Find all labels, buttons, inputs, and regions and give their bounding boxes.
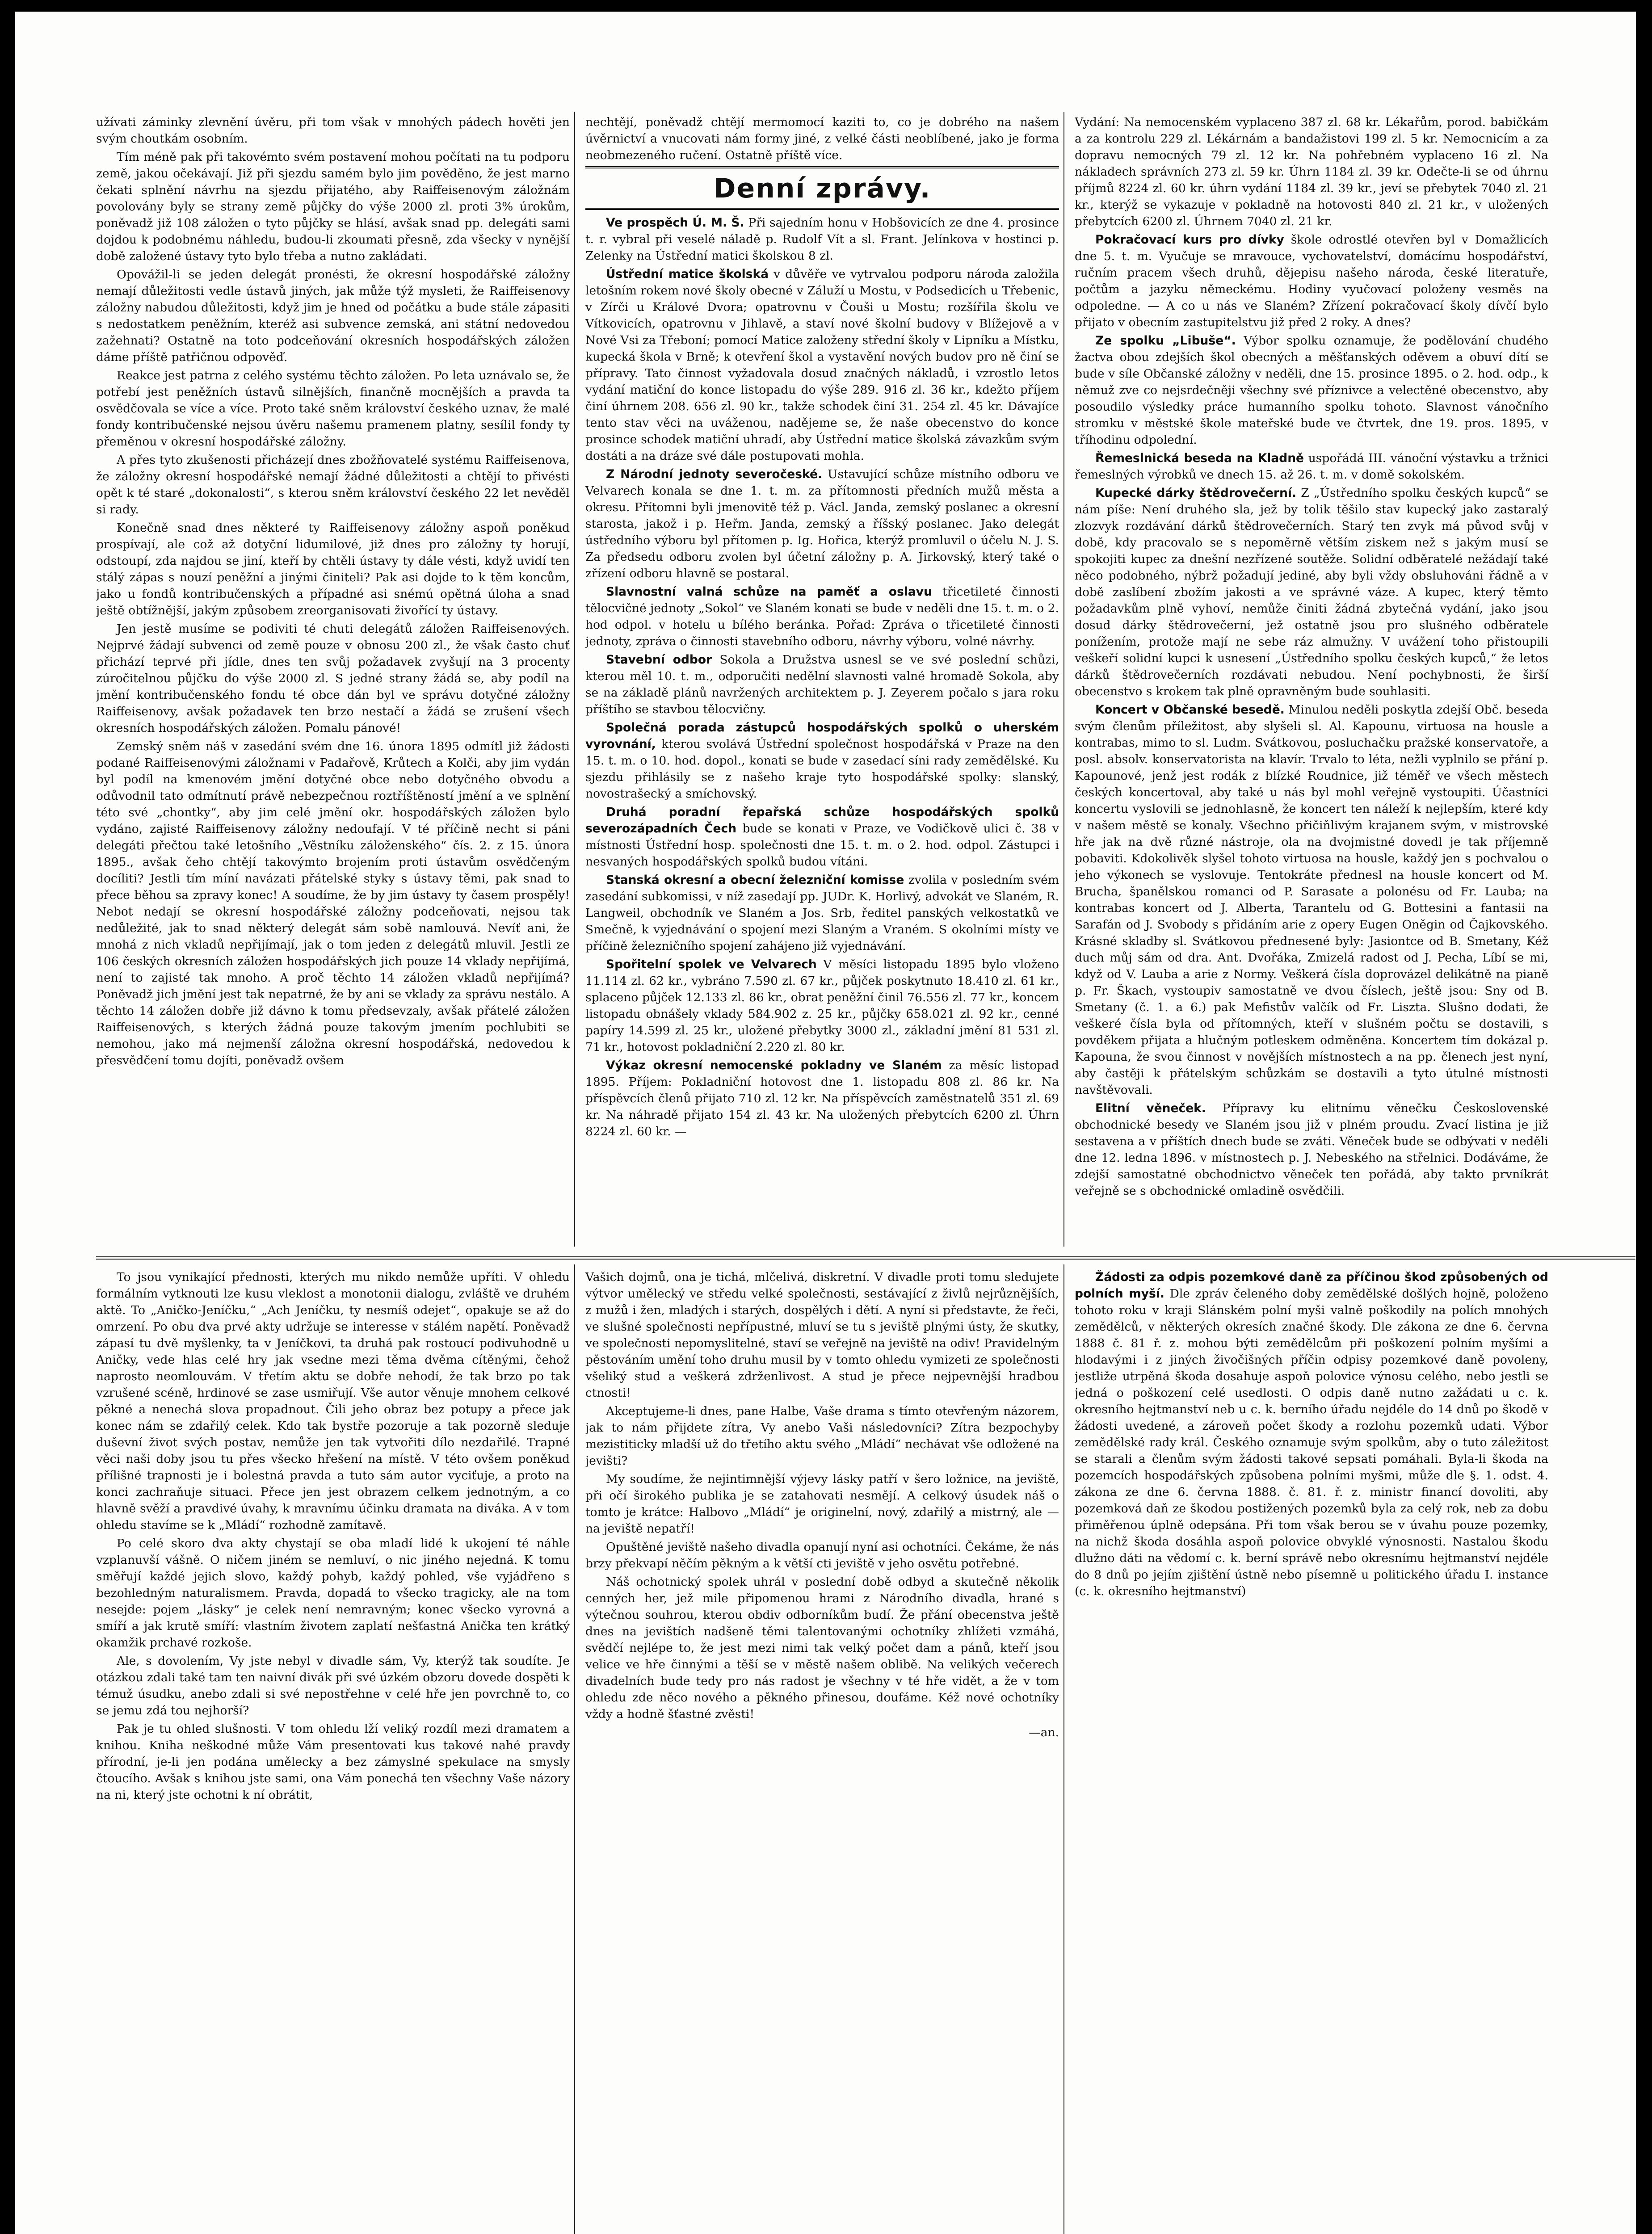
article-paragraph: A přes tyto zkušenosti přicházejí dnes zbožňovatelé systému Raiffeisenova, že záložny okresní hospodářské nemají žádné důležitosti a chtějí to přivésti opět k té staré „dokonalosti“, s kterou sněm království českého 22 let nevěděl si rady. — [96, 453, 570, 517]
news-item-text: Přípravy ku elitnímu věnečku Československé obchodnické besedy ve Slaném jsou již v plném proudu. Zvací listina je již sestavena a v příštích dnech bude se zváti. Věneček bude se odbývati v neděli dne 12. ledna 1896. v místnostech p. J. Nebeského na střelnici. Dodáváme, že zdejší samostatné obchodnictvo věneček ten pořádá, aby takto prvníkrát veřejně se s obchodnické omladině osvědčili. — [1075, 1101, 1548, 1198]
news-item — [585, 266, 1059, 464]
column-rule — [574, 112, 575, 1247]
scan-border-left — [0, 0, 15, 2234]
news-item-heading: Slavnostní valná schůze na paměť a oslavu — [606, 585, 932, 599]
news-item — [585, 804, 1059, 870]
news-item-heading: Stavební odbor — [606, 653, 712, 667]
news-item — [585, 719, 1059, 802]
feuilleton-paragraph: Pak je tu ohled slušnosti. V tom ohledu lží veliký rozdíl mezi dramatem a knihou. Kniha neškodné může Vám presentovati kus takové nahé pravdy přírodní, je-li jen podána umělecky a bez zámyslné spekulace na smysly čtoucího. Avšak s knihou jste sami, ona Vám ponechá ten všechny Vaše názory na ni, který jste ochotni k ní obrátit, — [96, 1722, 570, 1802]
feuilleton-paragraph: Opuštěné jeviště našeho divadla opanují nyní asi ochotníci. Čekáme, že nás brzy překvapí něčím pěkným a k větší cti jeviště v jeho osvětu potřebné. — [585, 1540, 1059, 1571]
feuilleton-paragraph: Po celé skoro dva akty chystají se oba mladí lidé k ukojení té náhle vzplanuvší vášně. O ničem jiném se nemluví, o nic jiného nejedná. K tomu směřují každé jejich slovo, každý pohyb, každý pohled, vše vyjádřeno s bezohledným naturalismem. Pravda, dopadá to všecko tragicky, ale na tom nesejde: pojem „lásky“ je celek není nemravným; konec všecko vyrovná a smíří a jak krutě smíří: vlastním životem zaplatí nešťastná Anička ten krátký okamžik prchavé rozkoše. — [96, 1537, 570, 1650]
article-paragraph: Reakce jest patrna z celého systému těchto záložen. Po leta uznávalo se, že potřebí jest peněžních ústavů silnějších, finančně mocnějších a pravda ta osvědčovala se více a více. Proto také sněm království českého uznav, že malé fondy kontribučenské nejsou úvěru našemu pramenem platny, sesílil fondy ty přeměnou v okresní hospodářské záložny. — [96, 369, 570, 449]
news-item-text: uspořádá III. vánoční výstavku a tržnici řemeslných výrobků ve dnech 15. až 26. t. m. v domě sokolském. — [1075, 451, 1548, 482]
column-rule — [574, 1264, 575, 2234]
news-item-text: škole odrostlé otevřen byl v Domažlicích dne 5. t. m. Vyučuje se mravouce, vychovatelství, domácímu hospodářství, ručním pracem všech druhů, dějepisu našeho národa, české literatuře, počtům a jazyku německému. Hodiny vyučovací položeny vesměs na odpoledne. — A co u nás ve Slaném? Zřízení pokračovací školy dívčí bylo přijato v obecním zastupitelstvu již před 2 roky. A dnes? — [1075, 233, 1548, 329]
news-item-heading: Kupecké dárky štědrovečerní. — [1095, 486, 1297, 500]
scan-border-top — [0, 0, 1652, 12]
lower-column-1 — [96, 1269, 570, 2234]
news-item-text: Při sajedním honu v Hobšovicích ze dne 4. prosince t. r. vybral při veselé náladě p. Rudolf Vít a sl. Frant. Jelínkova v hostinci p. Zelenky na Ústřední matici školskou 8 zl. — [585, 216, 1059, 263]
upper-column-2 — [585, 114, 1059, 1251]
news-item-heading: Elitní věneček. — [1095, 1101, 1206, 1115]
upper-column-3 — [1075, 114, 1548, 1251]
section-headline: Denní zprávy. — [713, 173, 931, 204]
news-item-heading: Ústřední matice školská — [606, 267, 769, 281]
news-item — [1075, 701, 1548, 1098]
article-paragraph: Opovážil-li se jeden delegát pronésti, že okresní hospodářské záložny nemají důležitosti vedle ústavů jiných, jak může týž mysleti, že Raiffeisenovy záložny nabudou důležitosti, když jim je hned od počátku a bude stále zápasiti s nedostatkem peněžním, kteréž asi subvence zemská, ani státní nedovedou zažehnati? Ostatně na toto podceňování okresních hospodářských záložen dáme příště patřičnou odpověď. — [96, 268, 570, 364]
upper-column-1 — [96, 114, 570, 1251]
news-item-text: Vydání: Na nemocenském vyplaceno 387 zl. 68 kr. Lékařům, porod. babičkám a za kontrolu 229 zl. Lékárnám a bandažistovi 199 zl. 5 kr. Nemocnicím a za dopravu nemocných 79 zl. 12 kr. Na pohřebném vyplaceno 16 zl. Na nákladech správních 273 zl. 59 kr. Úhrn 1184 zl. 39 kr. Odečte-li se od úhrnu příjmů 8224 zl. 60 kr. úhrn vydání 1184 zl. 39 kr., jeví se přebytek 7040 zl. 21 kr., kterýž se vykazuje v pokladně na hotovosti 840 zl. 21 kr., v uložených přebytcích 6200 zl. Úhrnem 7040 zl. 21 kr. — [1075, 115, 1548, 228]
news-item-heading: Pokračovací kurs pro dívky — [1095, 233, 1284, 247]
news-item-heading: Žádosti za odpis pozemkové daně za příčinou škod způsobených od polních myší. — [1075, 1270, 1548, 1301]
news-item-heading: Řemeslnická beseda na Kladně — [1095, 451, 1304, 465]
author-signature: —an. — [1029, 1726, 1059, 1739]
news-item-text: zvolila v posledním svém zasedání subkomissi, v níž zasedají pp. JUDr. K. Horlivý, advokát ve Slaném, R. Langweil, obchodník ve Slaném a Jos. Srb, ředitel panských velkostatků ve Smečně, k vyjednávání o spojení mezi Slaným a Vraném. S okolními místy ve příčině železničního spojení zahájeno již vyjednávání. — [585, 873, 1059, 953]
news-item-list — [1075, 114, 1548, 1199]
news-item — [1075, 1100, 1548, 1199]
news-item-heading: Ze spolku „Libuše“. — [1095, 334, 1236, 348]
news-item — [585, 956, 1059, 1055]
news-item — [585, 1057, 1059, 1140]
scan-border-right — [1636, 0, 1652, 2234]
news-item-text: v důvěře ve vytrvalou podporu národa založila letošním rokem nové školy obecné v Záluží u Mostu, v Podsedicích u Třebenic, v Zírči u Králové Dvora; opatrovnu v Čouši u Mostu; rozšířila školu ve Vítkovicích, opatrovnu v Jihlavě, a staví nové školní budovy v Blížejově a v Nové Vsi za Třeboní; pomocí Matice založeny střední školy v Lipníku a Místku, kupecká škola v Brně; k otevření škol a vystavění nových budov pro ně činí se přípravy. Tato činnost vyžadovala dosud značných nákladů, i vzrostlo letos vydání matiční do konce listopadu do výše 289. 916 zl. 36 kr., kdežto příjem činí úhrnem 208. 656 zl. 90 kr., takže schodek činí 31. 254 zl. 45 kr. Dávajíce tento stav věci na uváženou, nadějeme se, že naše obecenstvo do konce prosince schodek matiční uhradí, aby Ústřední matice školská závazkům svým dostáti a na dráze své dále postupovati mohla. — [585, 267, 1059, 463]
feuilleton-paragraph: Vašich dojmů, ona je tichá, mlčelivá, diskretní. V divadle proti tomu sledujete výtvor umělecký ve středu velké společnosti, sestávající z živlů nejrůznějších, z mužů i žen, mladých i starých, dospělých i dětí. A nyní si představte, že řeči, ve slušné společnosti nepřípustné, mluví se tu s jeviště plnými ústy, že skutky, ve společnosti nepomyslitelné, staví se veřejně na jeviště na odiv! Pravidelným pěstováním umění toho druhu musil by v tomto ohledu vymizeti ze společnosti všeliký stud a veškerá zdrženlivost. A stud je přece nejpevnější hradbou ctnosti! — [585, 1270, 1059, 1400]
news-item — [1075, 114, 1548, 230]
news-item-heading: Druhá poradní řepařská schůze hospodářských spolků severozápadních Čech — [585, 805, 1059, 836]
news-item-text: bude se konati v Praze, ve Vodičkově ulici č. 38 v místnosti Ústřední hosp. společnosti dne 15. t. m. o 2. hod. odpol. Zástupci i nesvaných hospodářských spolků budou vítáni. — [585, 822, 1059, 869]
feuilleton-paragraph: Ale, s dovolením, Vy jste nebyl v divadle sám, Vy, kterýž tak soudíte. Je otázkou zdali také tam ten naivní divák při své úzkém obzoru dovede dospěti k témuž úsudku, anebo zdali si své nepostřehne v celé hře jen povrchně to, co se jemu zdá tou nejhorší? — [96, 1654, 570, 1717]
news-item-list — [585, 214, 1059, 1140]
news-item-text: V měsíci listopadu 1895 bylo vloženo 11.114 zl. 62 kr., vybráno 7.590 zl. 67 kr., půjček poskytnuto 18.410 zl. 61 kr., splaceno půjček 12.133 zl. 86 kr., obrat peněžní činil 76.556 zl. 77 kr., koncem listopadu obnášely vklady 584.902 z. 25 kr., půjčky 658.021 zl. 92 kr., cenné papíry 14.599 zl. 25 kr., uložené přebytky 3000 zl., základní jmění 81 531 zl. 71 kr., hotovost pokladniční 2.220 zl. 80 kr. — [585, 957, 1059, 1054]
section-rule — [585, 208, 1059, 210]
news-item-list — [1075, 1269, 1548, 1600]
lower-column-2 — [585, 1269, 1059, 2234]
news-item — [585, 584, 1059, 650]
article-paragraph: Tím méně pak při takovémto svém postavení mohou počítati na tu podporu země, jakou očekávají. Již při sjezdu samém bylo jim pověděno, že jest marno čekati splnění návrhu na sjezdu přijatého, aby Raiffeisenovým záložnám povolovány byly se strany země půjčky do výše 2000 zl. proti 3% úrokům, poněvadž již 108 záložen o tyto půjčky se hlásí, avšak snad pp. delegáti sami dojdou k podobnému náhledu, budou-li zkoumati přesně, zda všecky v nynější době založené ústavy tyto bylo třeba a nutno zakládati. — [96, 150, 570, 263]
news-item-text: kterou svolává Ústřední společnost hospodářská v Praze na den 15. t. m. o 10. hod. dopol., konati se bude v zasedací síni rady zemědělské. Ku sjezdu přihlásily se z našeho kraje tyto hospodářské spolky: slanský, novostrašecký a smíchovský. — [585, 737, 1059, 801]
news-item-heading: Spořitelní spolek ve Velvarech — [606, 957, 817, 971]
feuilleton-divider — [96, 1256, 1635, 1260]
news-item — [585, 651, 1059, 718]
feuilleton-paragraph: My soudíme, že nejintimnější výjevy lásky patří v šero ložnice, na jeviště, při očí širokého publika je se zatahovati nesmějí. A celkový úsudek náš o tomto je krátce: Halbovo „Mládí“ je originelní, nový, zdařilý a mistrný, ale — na jeviště nepatří! — [585, 1472, 1059, 1536]
news-item-text: Dle zpráv čeleného doby zemědělské došlých hojně, položeno tohoto roku v kraji Slánském polní myši valně poškodily na polích mnohých zemědělců, v některých okresích značné škody. Dle zákona ze dne 6. června 1888 č. 81 ř. z. mohou býti zemědělcům při poškození polním myšími a hlodavými i z jiných živočišných příčin odpisy pozemkové daně povoleny, jestliže utrpěná škoda dosahuje aspoň polovice výnosu celého, nebo jestli se jedná o poškození celé usedlosti. O odpis daně nutno zažádati u c. k. okresního hejtmanství neb u c. k. berního úřadu nejdéle do 14 dnů po škodě v žádosti uvedené, a zároveň počet škody a rozlohu pozemků udati. Výbor zemědělské rady král. Českého oznamuje svým spolkům, aby o tuto záležitost se starali a členům svým žádosti takové sepsati pomáhali. Byla-li škoda na pozemcích hospodářských způsobena polními myšmi, může dle §. 1. odst. 4. zákona ze dne 6. června 1888. č. 81. ř. z. ministr financí dovoliti, aby pozemková daň ze škodou postižených pozemků byla za celý rok, neb za dobu přiměřenou úplně odepsána. Při tom však berou se v úvahu pouze pozemky, na nichž škoda dosáhla aspoň polovice obvyklé výnosnosti. Nastalou škodu dlužno dáti na vědomí c. k. berní správě nebo okresnímu hejtmanství nejdéle do 8 dnů po jejím zjištění ústně nebo písemně u politického úřadu I. instance (c. k. okresního hejtmanství) — [1075, 1287, 1548, 1598]
news-item — [1075, 450, 1548, 483]
article-paragraph: nechtějí, poněvadž chtějí mermomocí kaziti to, co je dobrého na našem úvěrnictví a vnucovati nám formy jiné, z velké části neoblíbené, jako je forma neobmezeného ručení. Ostatně příště více. — [585, 115, 1059, 162]
feuilleton-paragraph: Náš ochotnický spolek uhrál v poslední době odbyd a skutečně několik cenných her, jež mile připomenou hrami z Národního divadla, hrané s výtečnou souhrou, kterou obdiv odborníkům budí. Že přání obecenstva ještě dnes na jevištích nadšeně těmi talentovanými ochotníky zhlížeti vzmáhá, svědčí nejlépe to, že jest mezi nimi tak velký počet dam a pánů, kteří jsou velice ve hře činnými a těší se v městě našem oblibě. Na velikých večerech divadelních bude tedy pro nás radost je všechny v té hře vidět, a že v tom ohledu zde něco nového a pěkného přinesou, doufáme. Kéž nové ochotníky vždy a hodně šťastné zvěsti! — [585, 1575, 1059, 1721]
news-item — [585, 214, 1059, 264]
article-paragraph: Jen jestě musíme se podiviti té chuti delegátů záložen Raiffeisenových. Nejprvé žádají subvenci od země pouze v obnosu 200 zl., že však často chuť přichází teprvé při jídle, dnes ten svůj požadavek zvyšují na 3 procenty zúročitelnou půjčku do výše 2000 zl. S jedné strany žádá se, aby podíl na jmění kontribučenského fondu té obce dán byl ve správu dotyčné záložny Raiffeisenovy, avšak požadavek ten brzo nestačí a žádá se zrušení všech okresních hospodářských záložen. Pomalu pánové! — [96, 622, 570, 735]
news-item-heading: Z Národní jednoty severočeské. — [606, 467, 823, 481]
news-item — [585, 466, 1059, 582]
news-item-heading: Ve prospěch Ú. M. Š. — [606, 216, 744, 230]
lower-column-3 — [1075, 1269, 1548, 2234]
article-paragraph: Konečně snad dnes některé ty Raiffeisenovy záložny aspoň poněkud prospívají, ale což až dotyční lidumilové, již dnes pro záložny ty horují, odstoupí, zda najdou se jiní, kteří by chtěli ústavy ty dále vésti, když uvidí ten stálý zápas s nouzí peněžní a jinými činiteli? Pak asi dojde to k těm koncům, jako u fondů kontribučenských a případné asi snémú opětná úloha a snad ještě obtížnější, jakým způsobem zreorganisovati živořící ty ústavy. — [96, 521, 570, 617]
news-item-heading: Výkaz okresní nemocenské pokladny ve Slaném — [606, 1058, 942, 1072]
article-paragraph: užívati záminky zlevnění úvěru, při tom však v mnohých pádech hověti jen svým choutkám osobním. — [96, 115, 570, 146]
news-item — [1075, 231, 1548, 331]
news-item — [1075, 485, 1548, 700]
news-item-heading: Společná porada zástupců hospodářských spolků o uherském vyrovnání, — [585, 721, 1059, 751]
news-item-text: Výbor spolku oznamuje, že podělování chudého žactva obou zdejších škol obecných a měšťanských oděvem a obuví dítí se bude v síle Občanské záložny v neděli, dne 15. prosince 1895. o 2. hod. odp., k němuž zve co nejsrdečněji všechny své příznivce a velectěné obecenstvo, aby posoudilo výsledky práce humanního spolku tohoto. Slavnost vánočního stromku v městské škole mateřské bude ve čtvrtek, dne 19. pros. 1895, v tříhodinu odpolední. — [1075, 334, 1548, 447]
feuilleton-paragraph: Akceptujeme-li dnes, pane Halbe, Vaše drama s tímto otevřeným názorem, jak to nám přijdete zítra, Vy anebo Vaši následovníci? Zítra bezpochyby mezistiticky mladší už do třetího aktu svého „Mládí“ nechávat vše odložené na jevišti? — [585, 1404, 1059, 1468]
news-item-text: Sokola a Družstva usnesl se ve své poslední schůzi, kterou měl 10. t. m., odporučiti nedělní slavnosti valné hromadě Sokola, aby se na základě plánů navržených architektem p. J. Zeyerem počalo s jara roku příštího se stavbou tělocvičny. — [585, 653, 1059, 716]
article-paragraph: Zemský sněm náš v zasedání svém dne 16. února 1895 odmítl již žádosti podané Raiffeisenovými záložnami v Padařově, Krůtech a Kolči, aby jim vydán byl podíl na kmenovém jmění dotyčné obce nebo dotyčného obvodu a odůvodnil tato odmítnutí právě nebezpečnou roztříštěností jmění a ve splnění této své „chontky“, aby jim celé jmění okr. hospodářských záložen bylo vydáno, zajisté Raiffeisenovy záložny nedoufají. V té příčině necht si páni delegáti přečtou také letošního „Věstníku záloženského“ čís. 2. z 15. února 1895., avšak čeho chtějí takovýmto brojením proti ústavům osvědčeným docíliti? Jestli tím míní navázati přátelské styky s ústavy těmi, pak snad to přece běhou sa zpravy konec! A soudíme, že by jim ústavy ty časem prospěly! Nebot nedají se okresní hospodářské záložny podceňovati, nejsou tak nedůležité, jak to snad některý delegát sám sobě namlouvá. Nevíť ani, že mnohá z nich vkladů nepřijímají, jak o tom jeden z delegátů mluvil. Jestli ze 106 českých okresních záložen hospodářských jich pouze 14 vklady nepřijímá, není to zajisté tak mnoho. A proč těchto 14 záložen vkladů nepřijímá? Poněvadž jich jmění jest tak nepatrné, že by ani se vklady za správu nestálo. A těchto 14 záložen dobře již dávno k tomu předsevzaly, avšak přátelé záložen Raiffeisenových, s kterých žádná pouze takovým jmením pochlubiti se nemohou, jako má nejmenší záložna okresní hospodářská, nedovedou k přesvědčení tomu dojíti, poněvadž ovšem — [96, 739, 570, 1067]
news-item-text: třicetileté činnosti tělocvičné jednoty „Sokol“ ve Slaném konati se bude v neděli dne 15. t. m. o 2. hod odpol. v hotelu u bílého beránka. Pořad: Zpráva o třicetileté činnosti jednoty, zpráva o činnosti stavebního odboru, návrhy výboru, volné návrhy. — [585, 585, 1059, 648]
news-item — [585, 872, 1059, 954]
feuilleton-paragraph: To jsou vynikající přednosti, kterých mu nikdo nemůže upříti. V ohledu formálním vytknouti lze kusu vleklost a monotonii dialogu, zvláště ve druhém aktě. To „Aničko-Jeníčku,“ „Ach Jeníčku, ty nesmíš odejet“, opakuje se až do omrzení. Po obu dva prvé akty udržuje se interesse v stálém napětí. Poněvadž zápasí tu dvě myšlenky, ta v Jeníčkovi, ta druhá pak rostoucí podivuhodně u Aničky, vede hlas celé hry jak vsedne mezi těma dvěma cítěnými, čehož naprosto neomlouvám. V třetím aktu se dobře nehodí, že tak brzo po tak vzrušené scéně, hrdinové se zase usmiřují. Vše autor věnuje mnohem celkové pěkné a nenechá slova propadnout. Čili jeho obraz bez potupy a přece jak konec nám se zdařilý celek. Kdo tak bystře pozoruje a tak pozorně sleduje duševní život svých postav, nemůže jen tak vytvořiti dílo nezdařilé. Trapné věci naši doby jsou tu přes všecko hřešení na místě. V této ovšem poněkud přílišné trapnosti je i bolestná pravda a tuto sám autor vyciťuje, a proto na konci zachraňuje situaci. Přece jen jest obrazem celkem jednotným, a co hlavně svěží a pravdivé úvahy, k mravnímu účinku dramata na diváka. A v tom ohledu stavíme se k „Mládí“ rozhodně zamítavě. — [96, 1270, 570, 1532]
news-item-text: Minulou neděli poskytla zdejší Obč. beseda svým členům příležitost, aby slyšeli sl. Al. Kapounu, virtuosa na housle a kontrabas, mimo to sl. Ludm. Svátkovou, posluchačku pražské konservatoře, a posl. absolv. konservatorista na klavír. Trvalo to léta, nežli vyplnilo se přání p. Kapounové, jenž jest rodák z blízké Roudnice, již téměř ve všech městech českých koncertoval, aby také u nás byl mohl veřejně vystoupiti. Účastníci koncertu vyslovili se jednohlasně, že koncert ten náleží k nejlepším, které kdy v našem městě se konaly. Všechno přičiňlivým krajanem svým, v mistrovské hře jak na dvě různé nástroje, ola na dvojmistné dovedl je tak příjemně pobaviti. Kdokolivěk slyšel tohoto virtuosa na housle, každý jen s pochvalou o jeho výkonech se vyslovuje. Tentokráte přednesl na housle koncert od M. Brucha, španělskou romanci od P. Sarasate a polonésu od Fr. Lauba; na kontrabas koncert od J. Alberta, Tarantelu od G. Bottesini a fantasii na Sarafán od J. Svobody s přidáním arie z opery Eugen Oněgin od Čajkovského. Krásné skladby sl. Svátkovou přednesené byly: Jasiontce od B. Smetany, Kéž duch můj sám od dra. Ant. Dvořáka, Zmizelá radost od J. Pecha, Líbí se mi, když od V. Lauba a arie z Normy. Veškerá čísla doprovázel delikátně na pianě p. Fr. Škach, vystoupiv samostatně ve dvou číslech, ještě jsou: Sny od B. Smetany (č. 1. a 6.) pak Mefistův valčík od Fr. Liszta. Slušno dodati, že veškeré čísla byla od přítomných, kteří v slušném počtu se dostavili, s povděkem přijata a hlučným potleskem odměněna. Koncertem tím dokázal p. Kapouna, že svou činnost v novějších místnostech a na pp. členech jest nyní, aby častěji k přátelským schůzkám se dostavili a tyto útulné místnosti navštěvovali. — [1075, 703, 1548, 1097]
news-item-heading: Koncert v Občanské besedě. — [1095, 703, 1285, 717]
news-item-heading: Stanská okresní a obecní železniční komisse — [606, 873, 904, 887]
news-item — [1075, 332, 1548, 448]
news-item-text: Z „Ústředního spolku českých kupců“ se nám píše: Není druhého sla, jež by tolik těšilo stav kupecký jako zastaralý zlozvyk rozdávání dárků štědrovečerních. Starý ten zvyk má původ svůj v době, kdy pracovalo se s nepoměrně větším ziskem než s jakým musí se spokojiti kupec za dnešní nezřízené soutěže. Solidní odběratelé nežádají také něco podobného, nýbrž požadují jediné, aby byli vždy obsluhováni řádně a v době zaslíbení zbožím jakosti a ve správné váze. A kupec, který těmto požadavkům plně vyhoví, nemůže činiti žádná zbytečná vydání, jako jsou dosud dárky štědrovečerní, jež ostatně jsou pro slušného odběratele ponížením, protože mají ne sebe ráz almužny. V uvážení toho přistoupili veškeří solidní kupci k usnesení „Ústředního spolku českých kupců,“ že letos dárků štědrovečerních rozdávati nebudou. Není pochybnosti, že širší obecenstvo s krokem tak plně opravněným bude souhlasiti. — [1075, 486, 1548, 698]
news-item-text: za měsíc listopad 1895. Příjem: Pokladniční hotovost dne 1. listopadu 808 zl. 86 kr. Na příspěvcích členů přijato 710 zl. 12 kr. Na příspěvcích zaměstnatelů 351 zl. 69 kr. Na náhradě přijato 154 zl. 43 kr. Na uložených přebytcích 6200 zl. Úhrn 8224 zl. 60 kr. — — [585, 1058, 1059, 1138]
news-item — [1075, 1269, 1548, 1600]
news-item-text: Ustavující schůze místního odboru ve Velvarech konala se dne 1. t. m. za přítomnosti předních mužů města a okresu. Přítomni byli jmenovitě též p. Václ. Janda, zemský poslanec a okresní starosta, jakož i p. Heřm. Janda, zemský a říšský poslanec. Jako delegát ústředního výboru byl přítomen p. Ig. Hořica, kterýž promluvil o účelu N. J. S. Za předsedu odboru zvolen byl účetní záložny p. A. Jirkovský, který také o zřízení odboru hlavně se postaral. — [585, 467, 1059, 580]
section-rule — [585, 166, 1059, 168]
